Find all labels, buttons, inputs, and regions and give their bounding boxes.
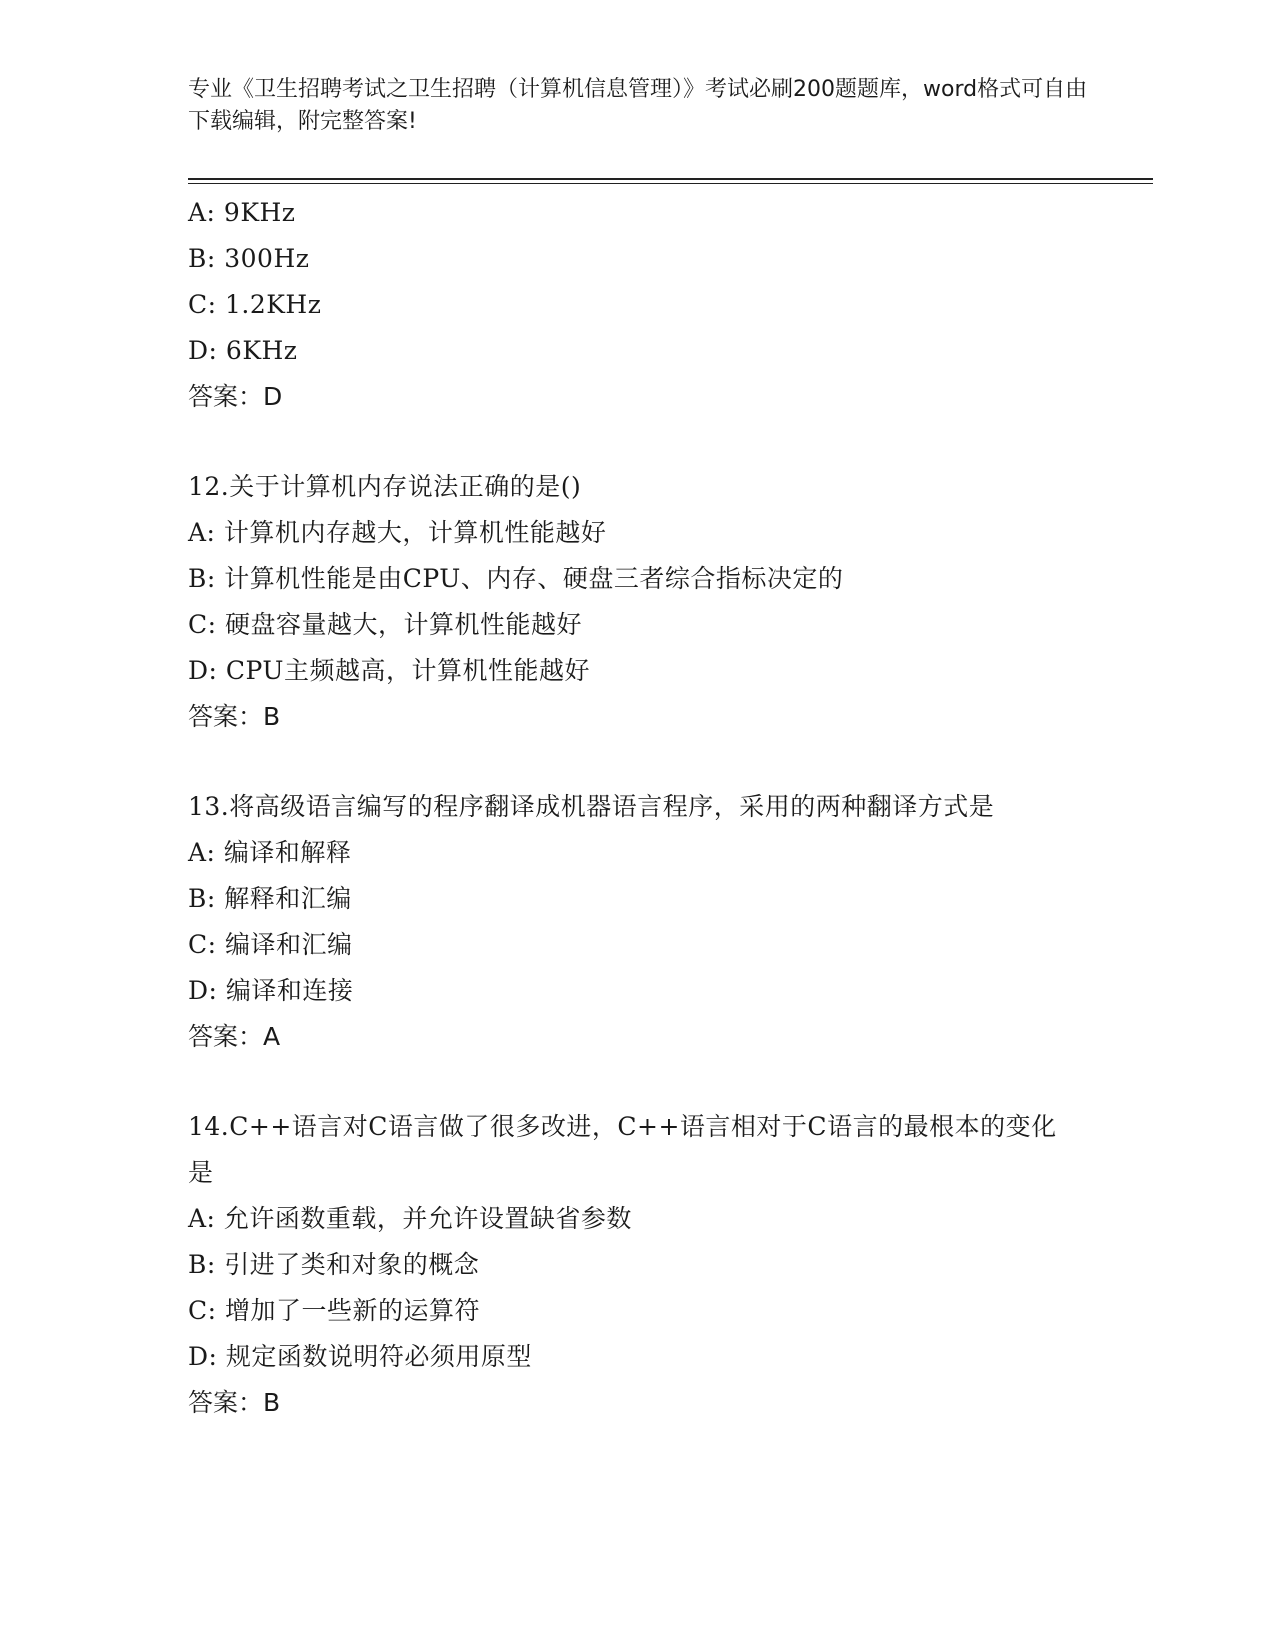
option-b: B: 引进了类和对象的概念 <box>188 1250 480 1279</box>
option-c: C: 编译和汇编 <box>188 930 353 959</box>
option-a: A: 计算机内存越大，计算机性能越好 <box>188 518 607 547</box>
question-13 <box>188 784 1088 1060</box>
answer-line: 答案：B <box>188 1388 281 1417</box>
question-fragment <box>188 190 1088 420</box>
question-stem: 13.将高级语言编写的程序翻译成机器语言程序，采用的两种翻译方式是 <box>188 792 995 821</box>
option-c: C: 硬盘容量越大，计算机性能越好 <box>188 610 582 639</box>
header-divider-thin <box>188 183 1153 184</box>
option-b: B: 计算机性能是由CPU、内存、硬盘三者综合指标决定的 <box>188 564 844 593</box>
answer-line: 答案：D <box>188 382 283 411</box>
option-a: A: 编译和解释 <box>188 838 352 867</box>
option-a: A: 允许函数重载，并允许设置缺省参数 <box>188 1204 632 1233</box>
header-divider-thick <box>188 178 1153 180</box>
question-list <box>188 190 1088 1470</box>
question-stem: 12.关于计算机内存说法正确的是() <box>188 472 582 501</box>
option-b: B: 300Hz <box>188 244 310 273</box>
option-c: C: 增加了一些新的运算符 <box>188 1296 480 1325</box>
document-header: 专业《卫生招聘考试之卫生招聘（计算机信息管理）》考试必刷200题题库，word格式可自由下载编辑，附完整答案! <box>188 77 1088 134</box>
question-14 <box>188 1104 1088 1426</box>
option-d: D: 规定函数说明符必须用原型 <box>188 1342 532 1371</box>
option-d: D: CPU主频越高，计算机性能越好 <box>188 656 590 685</box>
option-b: B: 解释和汇编 <box>188 884 352 913</box>
answer-line: 答案：B <box>188 702 281 731</box>
answer-line: 答案：A <box>188 1022 281 1051</box>
question-stem: 14.C++语言对C语言做了很多改进，C++语言相对于C语言的最根本的变化是 <box>188 1112 1057 1187</box>
option-a: A: 9KHz <box>188 198 296 227</box>
option-c: C: 1.2KHz <box>188 290 322 319</box>
option-d: D: 编译和连接 <box>188 976 354 1005</box>
option-d: D: 6KHz <box>188 336 298 365</box>
question-12 <box>188 464 1088 740</box>
